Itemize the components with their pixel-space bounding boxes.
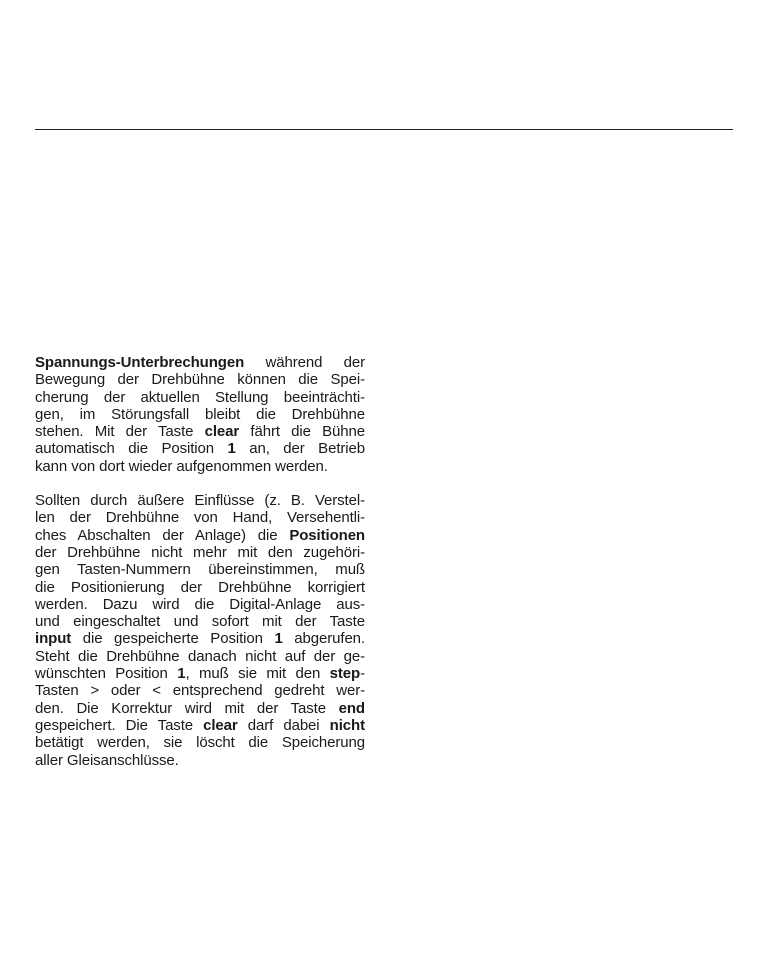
text-line [35,492,365,509]
bold-term: Positionen [289,526,365,544]
paragraph [35,492,365,769]
text-run: Tasten > oder < entsprechend gedreht wer- [35,682,365,700]
text-line [35,458,365,475]
bold-term: clear [204,423,240,441]
text-line [35,579,365,596]
bold-term: 1 [227,440,236,458]
text-line [35,527,365,544]
bold-term: 1 [177,665,186,683]
text-run: len der Drehbühne von Hand, Versehentli- [35,509,365,527]
text-line [35,665,365,682]
text-line [35,440,365,457]
text-run: automatisch die Position [35,440,228,458]
text-run: Sollten durch äußere Einflüsse (z. B. Verstel- [35,492,365,510]
text-run: darf dabei [237,716,330,734]
text-run: fährt die Bühne [239,423,365,441]
text-line [35,371,365,388]
text-run: kann von dort wieder aufgenommen werden. [35,457,328,475]
text-run: gespeichert. Die Taste [35,716,204,734]
bold-term: nicht [329,716,365,734]
text-run: werden. Dazu wird die Digital-Anlage aus- [35,595,365,613]
horizontal-rule [35,129,733,130]
text-line [35,509,365,526]
text-run: cherung der aktuellen Stellung beeinträchti- [35,388,365,406]
text-run: stehen. Mit der Taste [35,423,205,441]
text-line [35,544,365,561]
text-run: Steht die Drehbühne danach nicht auf der ge- [35,647,365,665]
bold-term: clear [203,716,238,734]
text-line [35,389,365,406]
text-run: betätigt werden, sie löscht die Speicherung [35,734,365,752]
text-line [35,734,365,751]
text-line [35,561,365,578]
text-line [35,406,365,423]
text-run: während der [244,354,365,371]
text-run: an, der Betrieb [235,440,366,458]
text-run: - [360,665,365,683]
text-run: aller Gleisanschlüsse. [35,751,179,769]
paragraph-gap [35,475,365,492]
text-run: gen, im Störungsfall bleibt die Drehbühne [35,405,365,423]
text-line [35,717,365,734]
text-line [35,354,365,371]
bold-term: 1 [274,630,283,648]
text-run: abgerufen. [282,630,365,648]
text-run: ches Abschalten der Anlage) die [35,526,290,544]
text-line [35,596,365,613]
text-line [35,423,365,440]
text-run: die gespeicherte Position [71,630,275,648]
bold-term: Spannungs-Unterbrechungen [35,354,245,371]
bold-term: input [35,630,72,648]
text-line [35,682,365,699]
text-run: die Positionierung der Drehbühne korrigiert [35,578,365,596]
text-run: , muß sie mit den [185,665,330,683]
text-run: und eingeschaltet und sofort mit der Taste [35,613,365,631]
text-column [35,354,365,769]
text-line [35,613,365,630]
text-line [35,648,365,665]
text-run: Bewegung der Drehbühne können die Spei- [35,371,365,389]
bold-term: end [338,699,365,717]
text-run: der Drehbühne nicht mehr mit den zugehöri- [35,543,365,561]
text-line [35,700,365,717]
paragraph [35,354,365,475]
text-run: gen Tasten-Nummern übereinstimmen, muß [35,561,365,579]
text-run: den. Die Korrektur wird mit der Taste [35,699,339,717]
text-line [35,630,365,647]
text-run: wünschten Position [35,665,178,683]
text-line [35,752,365,769]
bold-term: step [329,665,361,683]
